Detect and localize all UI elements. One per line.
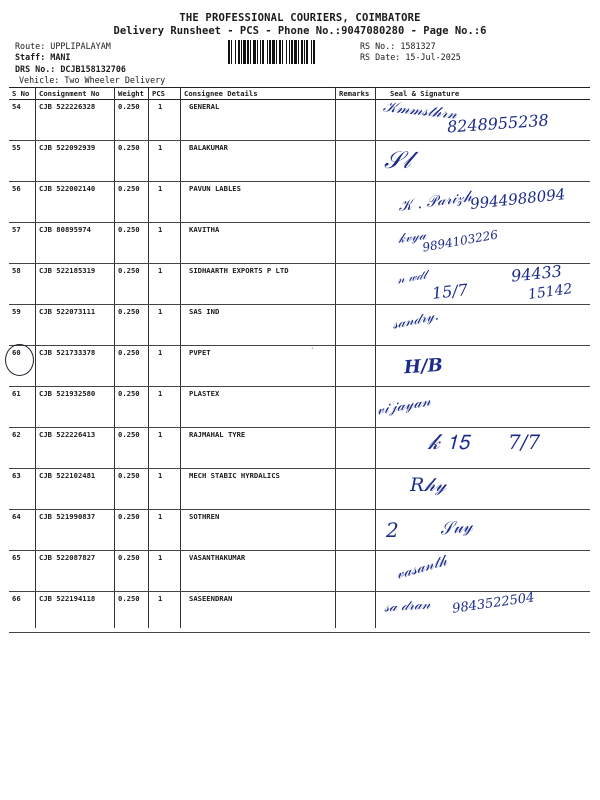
row-consignment-no: CJB 522102481 (39, 471, 96, 480)
row-sno: 57 (12, 225, 21, 234)
row-pcs: 1 (158, 430, 163, 439)
table-row (9, 427, 590, 469)
col-consignment: Consignment No (39, 89, 100, 98)
row-consignee: PAVUN LABLES (189, 184, 241, 193)
handwritten-number-58b: 15142 (527, 280, 574, 304)
signature-62: 𝓀 𝟣𝟧 (428, 430, 470, 455)
table-row (9, 222, 590, 264)
row-consignment-no: CJB 522226328 (39, 102, 96, 111)
signature-59: 𝓈𝒶𝓃𝒹𝓇𝓎. (390, 307, 441, 333)
row-consignment-no: CJB 522194118 (39, 594, 96, 603)
row-pcs: 1 (158, 594, 163, 603)
drs-number: DRS No.: DCJB158132706 (15, 64, 126, 74)
row-consignee: VASANTHAKUMAR (189, 553, 246, 562)
table-row (9, 140, 590, 182)
row-consignee: RAJMAHAL TYRE (189, 430, 246, 439)
rs-date: RS Date: 15-Jul-2025 (360, 52, 461, 62)
rs-number: RS No.: 1581327 (360, 41, 436, 51)
row-sno: 65 (12, 553, 21, 562)
signature-58: 𝓃 𝓌𝒹𝓁 (395, 267, 428, 287)
signature-55: 𝒮𝓁 (384, 146, 411, 174)
route-label: Route: UPPLIPALAYAM (15, 41, 111, 51)
row-sno: 66 (12, 594, 21, 603)
row-consignee: KAVITHA (189, 225, 220, 234)
row-weight: 0.250 (118, 102, 140, 111)
row-pcs: 1 (158, 348, 163, 357)
col-weight: Weight (118, 89, 144, 98)
col-sno: S No (12, 89, 30, 98)
row-weight: 0.250 (118, 512, 140, 521)
table-row (9, 550, 590, 592)
row-consignee: PVPET (189, 348, 211, 357)
staff-label: Staff: MANI (15, 52, 71, 62)
row-weight: 0.250 (118, 143, 140, 152)
row-sno: 54 (12, 102, 21, 111)
row-pcs: 1 (158, 102, 163, 111)
row-consignee: MECH STABIC HYRDALICS (189, 471, 280, 480)
row-consignee: BALAKUMAR (189, 143, 228, 152)
row-weight: 0.250 (118, 430, 140, 439)
row-sno: 63 (12, 471, 21, 480)
row-sno: 64 (12, 512, 21, 521)
row-sno: 61 (12, 389, 21, 398)
signature-65: 𝓋𝒶𝓈𝒶𝓃𝓉𝒽 (393, 551, 449, 583)
row-pcs: 1 (158, 225, 163, 234)
signature-63: 𝑅𝒽𝓎 (410, 474, 447, 496)
row-weight: 0.250 (118, 553, 140, 562)
company-title: THE PROFESSIONAL COURIERS, COIMBATORE (179, 12, 421, 24)
row-pcs: 1 (158, 143, 163, 152)
row-consignee: GENERAL (189, 102, 220, 111)
row-pcs: 1 (158, 512, 163, 521)
row-weight: 0.250 (118, 471, 140, 480)
row-pcs: 1 (158, 389, 163, 398)
row-sno: 59 (12, 307, 21, 316)
row-sno: 55 (12, 143, 21, 152)
col-seal: Seal & Signature (390, 89, 460, 98)
signature-56: 𝒦 . 𝒫𝒶𝓇𝒾𝓏𝒽 (397, 186, 473, 216)
row-consignee: SASEENDRAN (189, 594, 233, 603)
handwritten-mark-60: H/B (403, 354, 444, 379)
row-consignment-no: CJB 80895974 (39, 225, 91, 234)
col-remarks: Remarks (339, 89, 370, 98)
handwritten-phone-57: 9894103226 (421, 227, 499, 255)
row-pcs: 1 (158, 307, 163, 316)
row-consignment-no: CJB 522092939 (39, 143, 96, 152)
row-weight: 0.250 (118, 348, 140, 357)
row-weight: 0.250 (118, 266, 140, 275)
row-consignment-no: CJB 522073111 (39, 307, 96, 316)
row-sno: 62 (12, 430, 21, 439)
row-consignee: SOTHREN (189, 512, 220, 521)
handwritten-date-62: 7/7 (508, 430, 541, 454)
row-60-circle-mark (5, 344, 34, 376)
handwritten-number-58a: 94433 (510, 261, 563, 286)
handwritten-date-58: 15/7 (431, 280, 469, 303)
row-consignee: SAS IND (189, 307, 220, 316)
row-consignment-no: CJB 521932580 (39, 389, 96, 398)
table-row (9, 263, 590, 305)
row-consignment-no: CJB 522087827 (39, 553, 96, 562)
table-row (9, 345, 590, 387)
row-consignee: SIDHAARTH EXPORTS P LTD (189, 266, 289, 275)
runsheet-table (9, 87, 590, 628)
vehicle-label: Vehicle: Two Wheeler Delivery (19, 75, 166, 85)
row-consignment-no: CJB 522185319 (39, 266, 96, 275)
row-pcs: 1 (158, 553, 163, 562)
row-pcs: 1 (158, 266, 163, 275)
signature-66: 𝓈𝒶 𝒹𝓇𝒶𝓃 (383, 596, 432, 616)
signature-64: 𝒮𝓊𝓎 (439, 516, 474, 540)
row-sno: 56 (12, 184, 21, 193)
table-row (9, 468, 590, 510)
row-consignment-no: CJB 521990837 (39, 512, 96, 521)
row-consignment-no: CJB 521733378 (39, 348, 96, 357)
barcode-icon (228, 40, 356, 64)
table-row (9, 304, 590, 346)
row-consignment-no: CJB 522226413 (39, 430, 96, 439)
col-consignee: Consignee Details (184, 89, 258, 98)
row-weight: 0.250 (118, 184, 140, 193)
signature-61: 𝓋𝒾𝒿𝒶𝓎𝒶𝓃 (374, 391, 433, 419)
table-row (9, 386, 590, 428)
signature-57: 𝓀𝓋𝓎𝒶 (397, 228, 428, 247)
row-pcs: 1 (158, 471, 163, 480)
handwritten-phone-54: 8248955238 (446, 110, 550, 137)
row-weight: 0.250 (118, 225, 140, 234)
row-sno: 58 (12, 266, 21, 275)
row-weight: 0.250 (118, 307, 140, 316)
row-sno: 60 (12, 348, 21, 357)
handwritten-number-64: 2 (386, 518, 399, 542)
row-pcs: 1 (158, 184, 163, 193)
row-weight: 0.250 (118, 594, 140, 603)
runsheet-subtitle: Delivery Runsheet - PCS - Phone No.:9047080280 - Page No.:6 (113, 25, 487, 37)
row-weight: 0.250 (118, 389, 140, 398)
handwritten-phone-66: 9843522504 (451, 590, 536, 617)
row-consignment-no: CJB 522002140 (39, 184, 96, 193)
col-pcs: PCS (152, 89, 165, 98)
signature-54: 𝒦𝓂𝓂𝓈𝓉𝒽𝓇𝓃 (382, 97, 458, 123)
row-consignee: PLASTEX (189, 389, 220, 398)
handwritten-phone-56: 9944988094 (469, 185, 567, 213)
table-row (9, 509, 590, 551)
